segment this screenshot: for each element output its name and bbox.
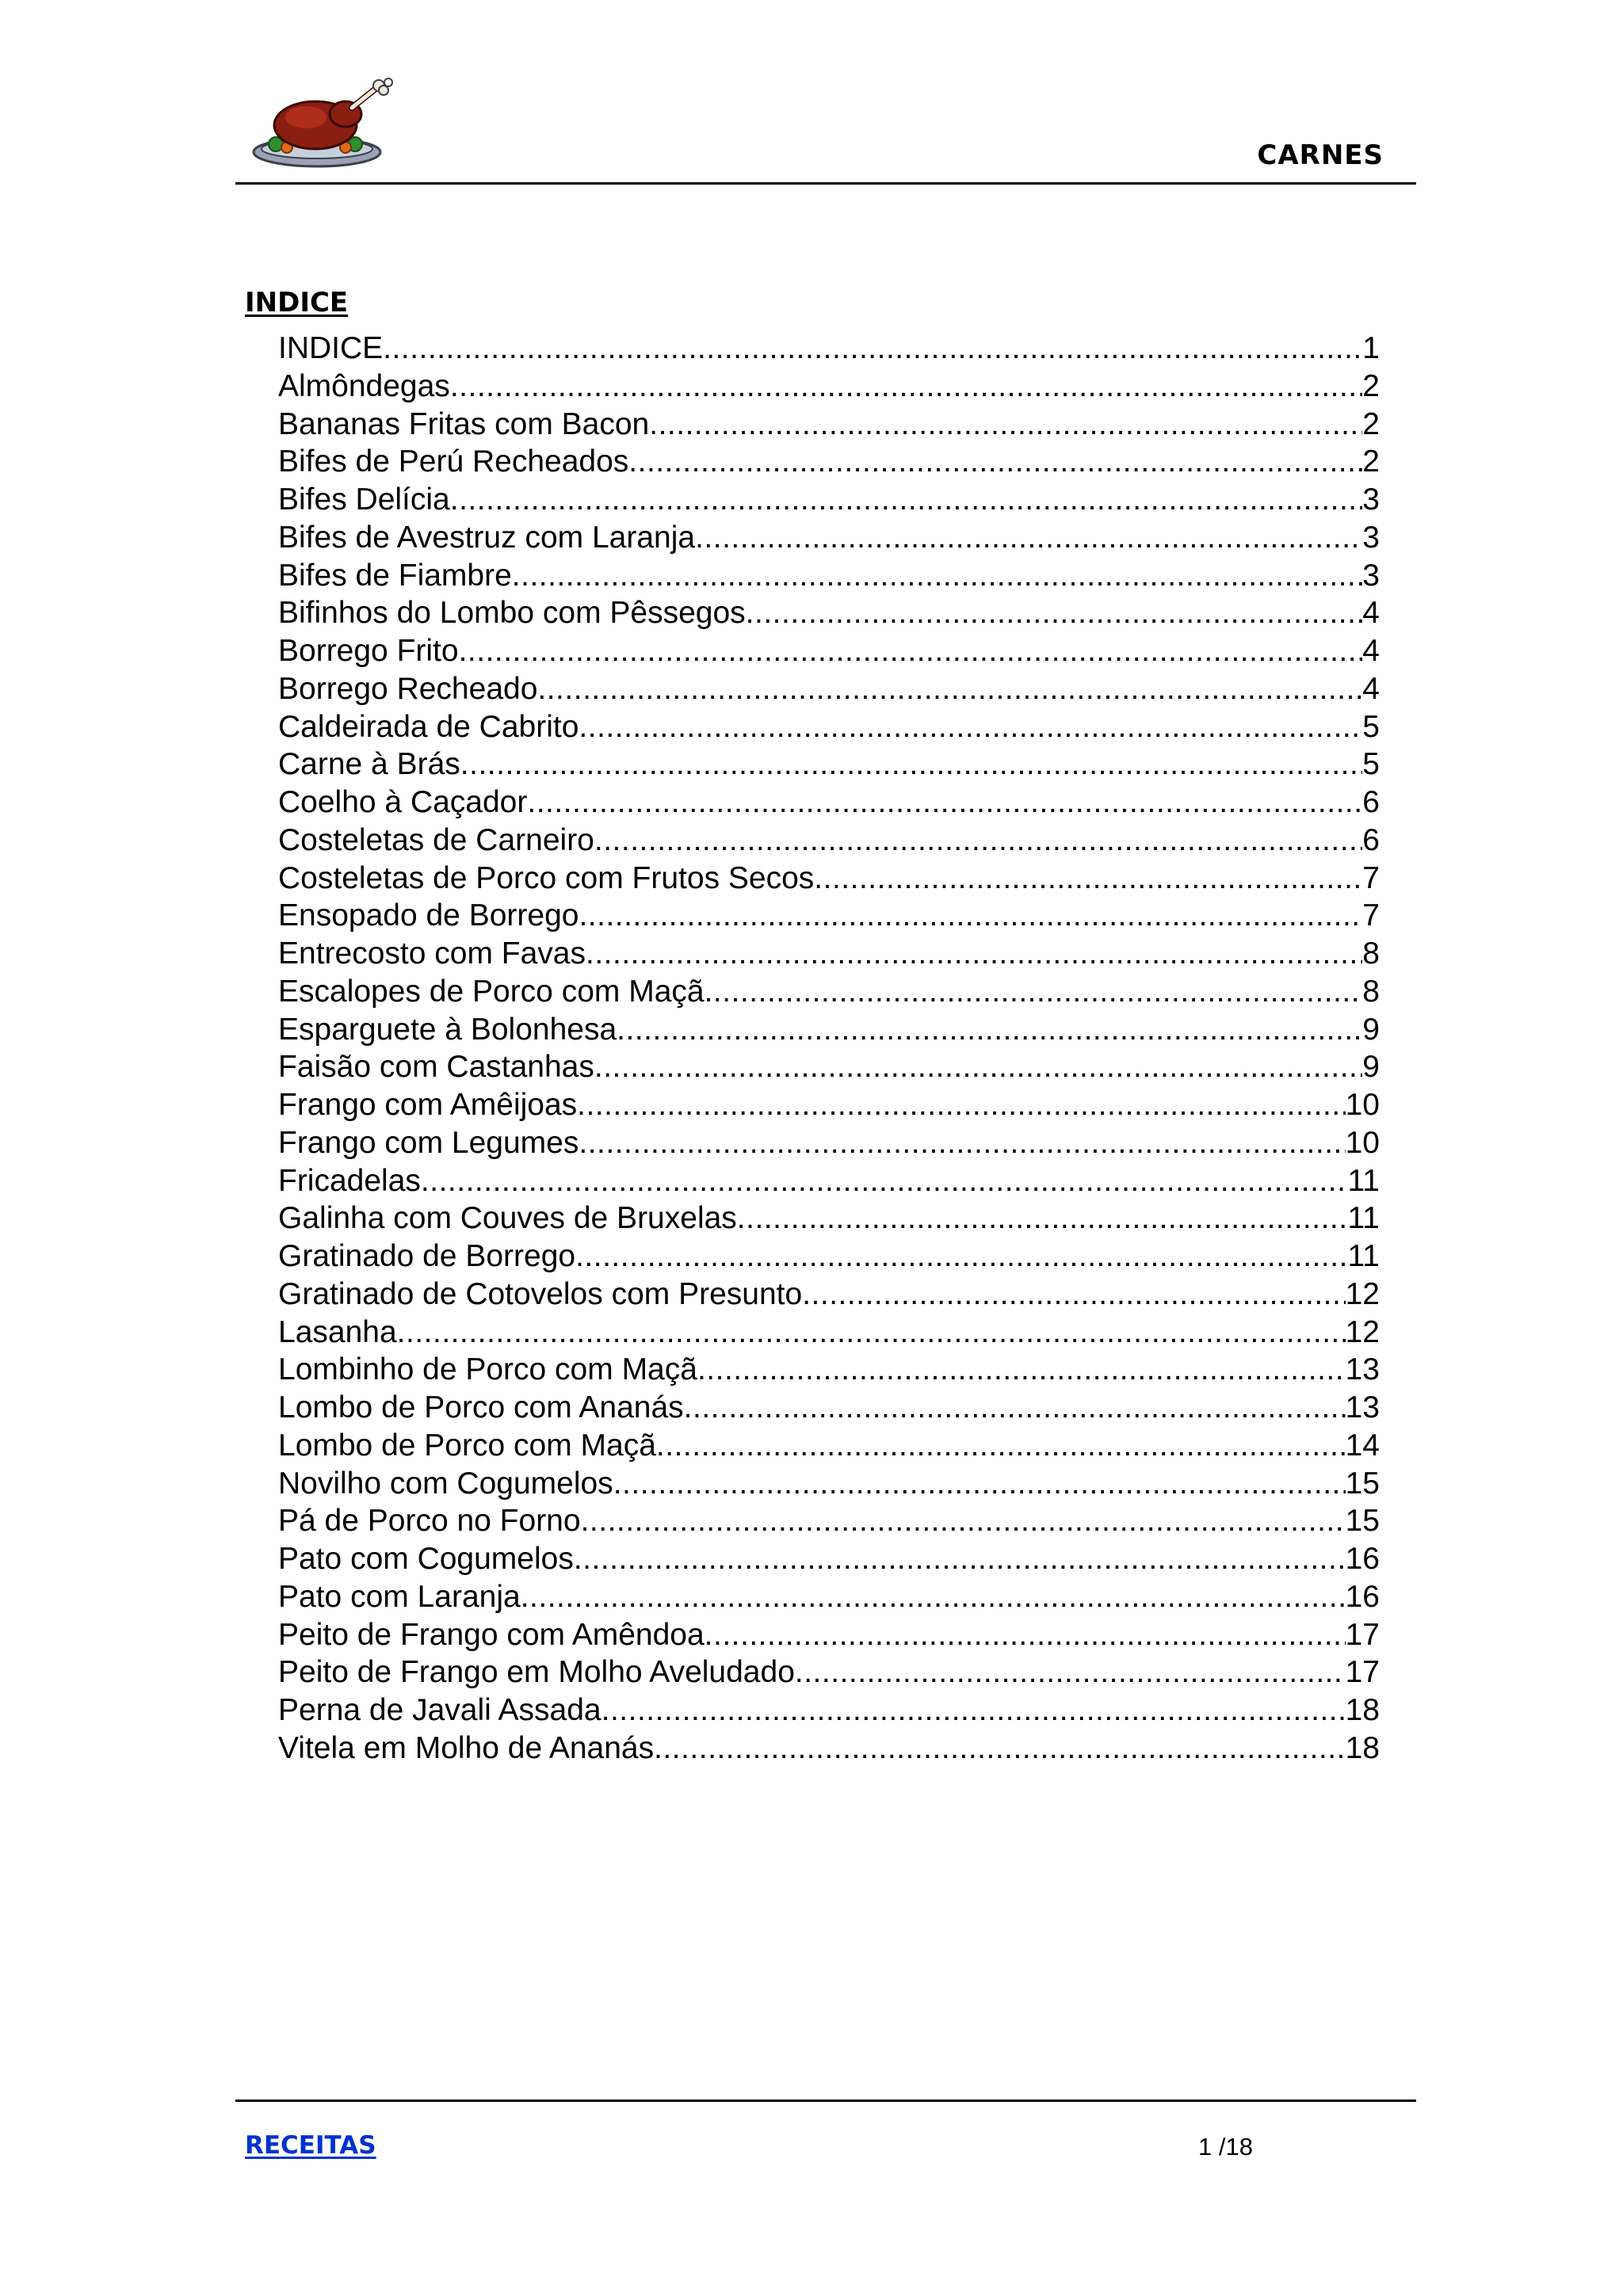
toc-entry[interactable] [278, 670, 1380, 708]
toc-entry-page: 11 [1347, 1239, 1380, 1273]
toc-entry-page: 8 [1362, 974, 1380, 1009]
toc-entry[interactable] [278, 708, 1380, 746]
toc-entry-title: Bifes de Perú Recheados [278, 444, 629, 479]
toc-entry-title: Borrego Frito [278, 634, 459, 668]
toc-entry-title: Faisão com Castanhas [278, 1050, 594, 1085]
toc-entry[interactable] [278, 406, 1380, 444]
toc-entry-page: 11 [1347, 1163, 1380, 1198]
toc-entry-page: 4 [1362, 671, 1380, 706]
toc-dot-leader [537, 670, 1362, 708]
toc-dot-leader [460, 746, 1363, 784]
toc-entry[interactable] [278, 1351, 1380, 1389]
toc-dot-leader [450, 481, 1363, 519]
toc-entry-page: 17 [1345, 1617, 1380, 1652]
toc-entry[interactable] [278, 897, 1380, 935]
header-title: CARNES [1257, 139, 1384, 171]
toc-entry-page: 9 [1362, 1012, 1380, 1047]
toc-entry-page: 2 [1362, 444, 1380, 479]
toc-entry-page: 15 [1345, 1504, 1380, 1539]
toc-entry-page: 16 [1345, 1579, 1380, 1614]
toc-entry[interactable] [278, 1276, 1380, 1314]
toc-entry-page: 13 [1345, 1352, 1380, 1387]
toc-entry[interactable] [278, 1086, 1380, 1124]
toc-entry-title: Bifinhos do Lombo com Pêssegos [278, 596, 746, 631]
toc-entry-page: 5 [1362, 709, 1380, 744]
toc-dot-leader [695, 519, 1362, 557]
toc-entry-page: 16 [1345, 1542, 1380, 1576]
toc-entry-title: Coelho à Caçador [278, 785, 528, 819]
toc-entry-title: Pato com Cogumelos [278, 1542, 574, 1576]
toc-dot-leader [601, 1691, 1346, 1730]
toc-entry-title: Bifes de Fiambre [278, 558, 512, 593]
toc-entry[interactable] [278, 1578, 1380, 1616]
toc-dot-leader [383, 330, 1362, 368]
toc-dot-leader [654, 1730, 1346, 1768]
toc-dot-leader [521, 1578, 1346, 1616]
toc-entry[interactable] [278, 1427, 1380, 1465]
toc-dot-leader [697, 1351, 1346, 1389]
toc-entry[interactable] [278, 1465, 1380, 1503]
toc-entry-page: 1 [1362, 331, 1380, 365]
toc-entry-page: 4 [1362, 634, 1380, 668]
footer-page-number: 1 /18 [1198, 2133, 1253, 2161]
toc-entry-title: Carne à Brás [278, 747, 460, 782]
toc-dot-leader [802, 1276, 1345, 1314]
toc-entry[interactable] [278, 330, 1380, 368]
toc-entry[interactable] [278, 1389, 1380, 1427]
toc-dot-leader [579, 1124, 1345, 1162]
toc-entry-title: Bifes de Avestruz com Laranja [278, 520, 696, 555]
toc-dot-leader [684, 1389, 1346, 1427]
toc-entry[interactable] [278, 1502, 1380, 1540]
toc-dot-leader [527, 784, 1362, 822]
toc-heading: INDICE [245, 287, 349, 318]
toc-dot-leader [737, 1199, 1348, 1238]
toc-entry-page: 3 [1362, 482, 1380, 517]
toc-entry-title: Fricadelas [278, 1163, 421, 1198]
toc-entry[interactable] [278, 1616, 1380, 1654]
toc-entry-page: 6 [1362, 785, 1380, 819]
toc-entry[interactable] [278, 1540, 1380, 1578]
toc-entry-page: 11 [1347, 1201, 1380, 1236]
roast-turkey-icon [252, 78, 407, 174]
toc-entry-page: 2 [1362, 368, 1380, 403]
toc-dot-leader [795, 1653, 1346, 1691]
toc-entry-title: Frango com Legumes [278, 1125, 579, 1160]
toc-entry-page: 6 [1362, 822, 1380, 857]
toc-entry-page: 10 [1345, 1088, 1380, 1122]
toc-entry[interactable] [278, 1691, 1380, 1730]
toc-entry-title: Lasanha [278, 1314, 397, 1349]
toc-dot-leader [581, 1502, 1346, 1540]
toc-entry-page: 13 [1345, 1390, 1380, 1425]
toc-entry[interactable] [278, 1730, 1380, 1768]
toc-entry-title: INDICE [278, 331, 384, 365]
toc-dot-leader [579, 708, 1362, 746]
toc-entry-title: Novilho com Cogumelos [278, 1466, 613, 1501]
toc-dot-leader [421, 1162, 1348, 1200]
toc-entry[interactable] [278, 481, 1380, 519]
toc-entry-page: 3 [1362, 520, 1380, 555]
toc-entry[interactable] [278, 935, 1380, 973]
toc-dot-leader [459, 632, 1363, 670]
toc-dot-leader [705, 1616, 1346, 1654]
toc-entry-title: Escalopes de Porco com Maçã [278, 974, 705, 1009]
toc-dot-leader [586, 935, 1362, 973]
toc-entry-title: Perna de Javali Assada [278, 1693, 601, 1727]
toc-entry-page: 12 [1345, 1276, 1380, 1311]
toc-entry-title: Pato com Laranja [278, 1579, 521, 1614]
toc-entry-page: 18 [1345, 1730, 1380, 1765]
toc-entry-page: 8 [1362, 936, 1380, 971]
toc-entry[interactable] [278, 1199, 1380, 1238]
toc-entry-title: Peito de Frango em Molho Aveludado [278, 1655, 795, 1690]
toc-entry-page: 14 [1345, 1428, 1380, 1463]
toc-entry-title: Bifes Delícia [278, 482, 450, 517]
toc-entry-page: 9 [1362, 1050, 1380, 1085]
toc-dot-leader [397, 1314, 1346, 1352]
toc-entry[interactable] [278, 822, 1380, 860]
toc-entry-title: Borrego Recheado [278, 671, 538, 706]
toc-entry-title: Lombo de Porco com Ananás [278, 1390, 684, 1425]
footer-divider [235, 2100, 1416, 2102]
toc-dot-leader [594, 822, 1362, 860]
toc-entry-title: Almôndegas [278, 368, 450, 403]
toc-entry[interactable] [278, 1124, 1380, 1162]
toc-dot-leader [579, 897, 1362, 935]
toc-dot-leader [512, 557, 1363, 595]
toc-dot-leader [575, 1238, 1347, 1276]
toc-dot-leader [613, 1465, 1346, 1503]
toc-entry-title: Ensopado de Borrego [278, 898, 579, 933]
toc-dot-leader [628, 443, 1362, 481]
toc-dot-leader [649, 406, 1362, 444]
footer-receitas-link[interactable]: RECEITAS [245, 2131, 376, 2160]
toc-entry-page: 10 [1345, 1125, 1380, 1160]
toc-entry[interactable] [278, 746, 1380, 784]
toc-entry-page: 18 [1345, 1693, 1380, 1727]
toc-entry-title: Pá de Porco no Forno [278, 1504, 581, 1539]
toc-entry-title: Frango com Amêijoas [278, 1088, 578, 1122]
toc-dot-leader [705, 973, 1363, 1011]
toc-entry-page: 3 [1362, 558, 1380, 593]
toc-entry[interactable] [278, 860, 1380, 898]
toc-entry-page: 7 [1362, 898, 1380, 933]
toc-entry-title: Gratinado de Borrego [278, 1239, 576, 1273]
toc-entry[interactable] [278, 1011, 1380, 1049]
toc-entry-title: Gratinado de Cotovelos com Presunto [278, 1276, 803, 1311]
toc-entry-title: Lombo de Porco com Maçã [278, 1428, 656, 1463]
toc-entry-title: Costeletas de Porco com Frutos Secos [278, 860, 815, 895]
toc-entry-title: Bananas Fritas com Bacon [278, 406, 650, 441]
toc-entry[interactable] [278, 973, 1380, 1011]
toc-entry-page: 4 [1362, 596, 1380, 631]
toc-entry[interactable] [278, 1314, 1380, 1352]
toc-dot-leader [617, 1011, 1362, 1049]
toc-entry-page: 17 [1345, 1655, 1380, 1690]
toc-entry-title: Esparguete à Bolonhesa [278, 1012, 617, 1047]
toc-dot-leader [450, 368, 1362, 406]
toc-entry-title: Vitela em Molho de Ananás [278, 1730, 655, 1765]
toc-dot-leader [594, 1048, 1362, 1086]
toc-dot-leader [574, 1540, 1346, 1578]
toc-entry[interactable] [278, 1162, 1380, 1200]
toc-entry-page: 2 [1362, 406, 1380, 441]
toc-dot-leader [746, 594, 1363, 632]
toc-entry-page: 12 [1345, 1314, 1380, 1349]
toc-entry-title: Costeletas de Carneiro [278, 822, 594, 857]
toc-entry[interactable] [278, 1653, 1380, 1691]
toc-entry-page: 5 [1362, 747, 1380, 782]
toc-entry[interactable] [278, 443, 1380, 481]
toc-entry[interactable] [278, 784, 1380, 822]
toc-entry[interactable] [278, 1048, 1380, 1086]
toc-dot-leader [656, 1427, 1346, 1465]
toc-entry-title: Galinha com Couves de Bruxelas [278, 1201, 737, 1236]
toc-entry[interactable] [278, 594, 1380, 632]
header-divider [235, 182, 1416, 185]
toc-entry[interactable] [278, 632, 1380, 670]
toc-entry-title: Lombinho de Porco com Maçã [278, 1352, 697, 1387]
toc-entry[interactable] [278, 1238, 1380, 1276]
toc-entry-title: Entrecosto com Favas [278, 936, 586, 971]
toc-entry-title: Peito de Frango com Amêndoa [278, 1617, 705, 1652]
toc-entry-page: 7 [1362, 860, 1380, 895]
toc-dot-leader [577, 1086, 1345, 1124]
toc-dot-leader [814, 860, 1362, 898]
toc-entry-page: 15 [1345, 1466, 1380, 1501]
table-of-contents [278, 330, 1380, 1768]
toc-entry[interactable] [278, 557, 1380, 595]
toc-entry-title: Caldeirada de Cabrito [278, 709, 579, 744]
toc-entry[interactable] [278, 368, 1380, 406]
toc-entry[interactable] [278, 519, 1380, 557]
